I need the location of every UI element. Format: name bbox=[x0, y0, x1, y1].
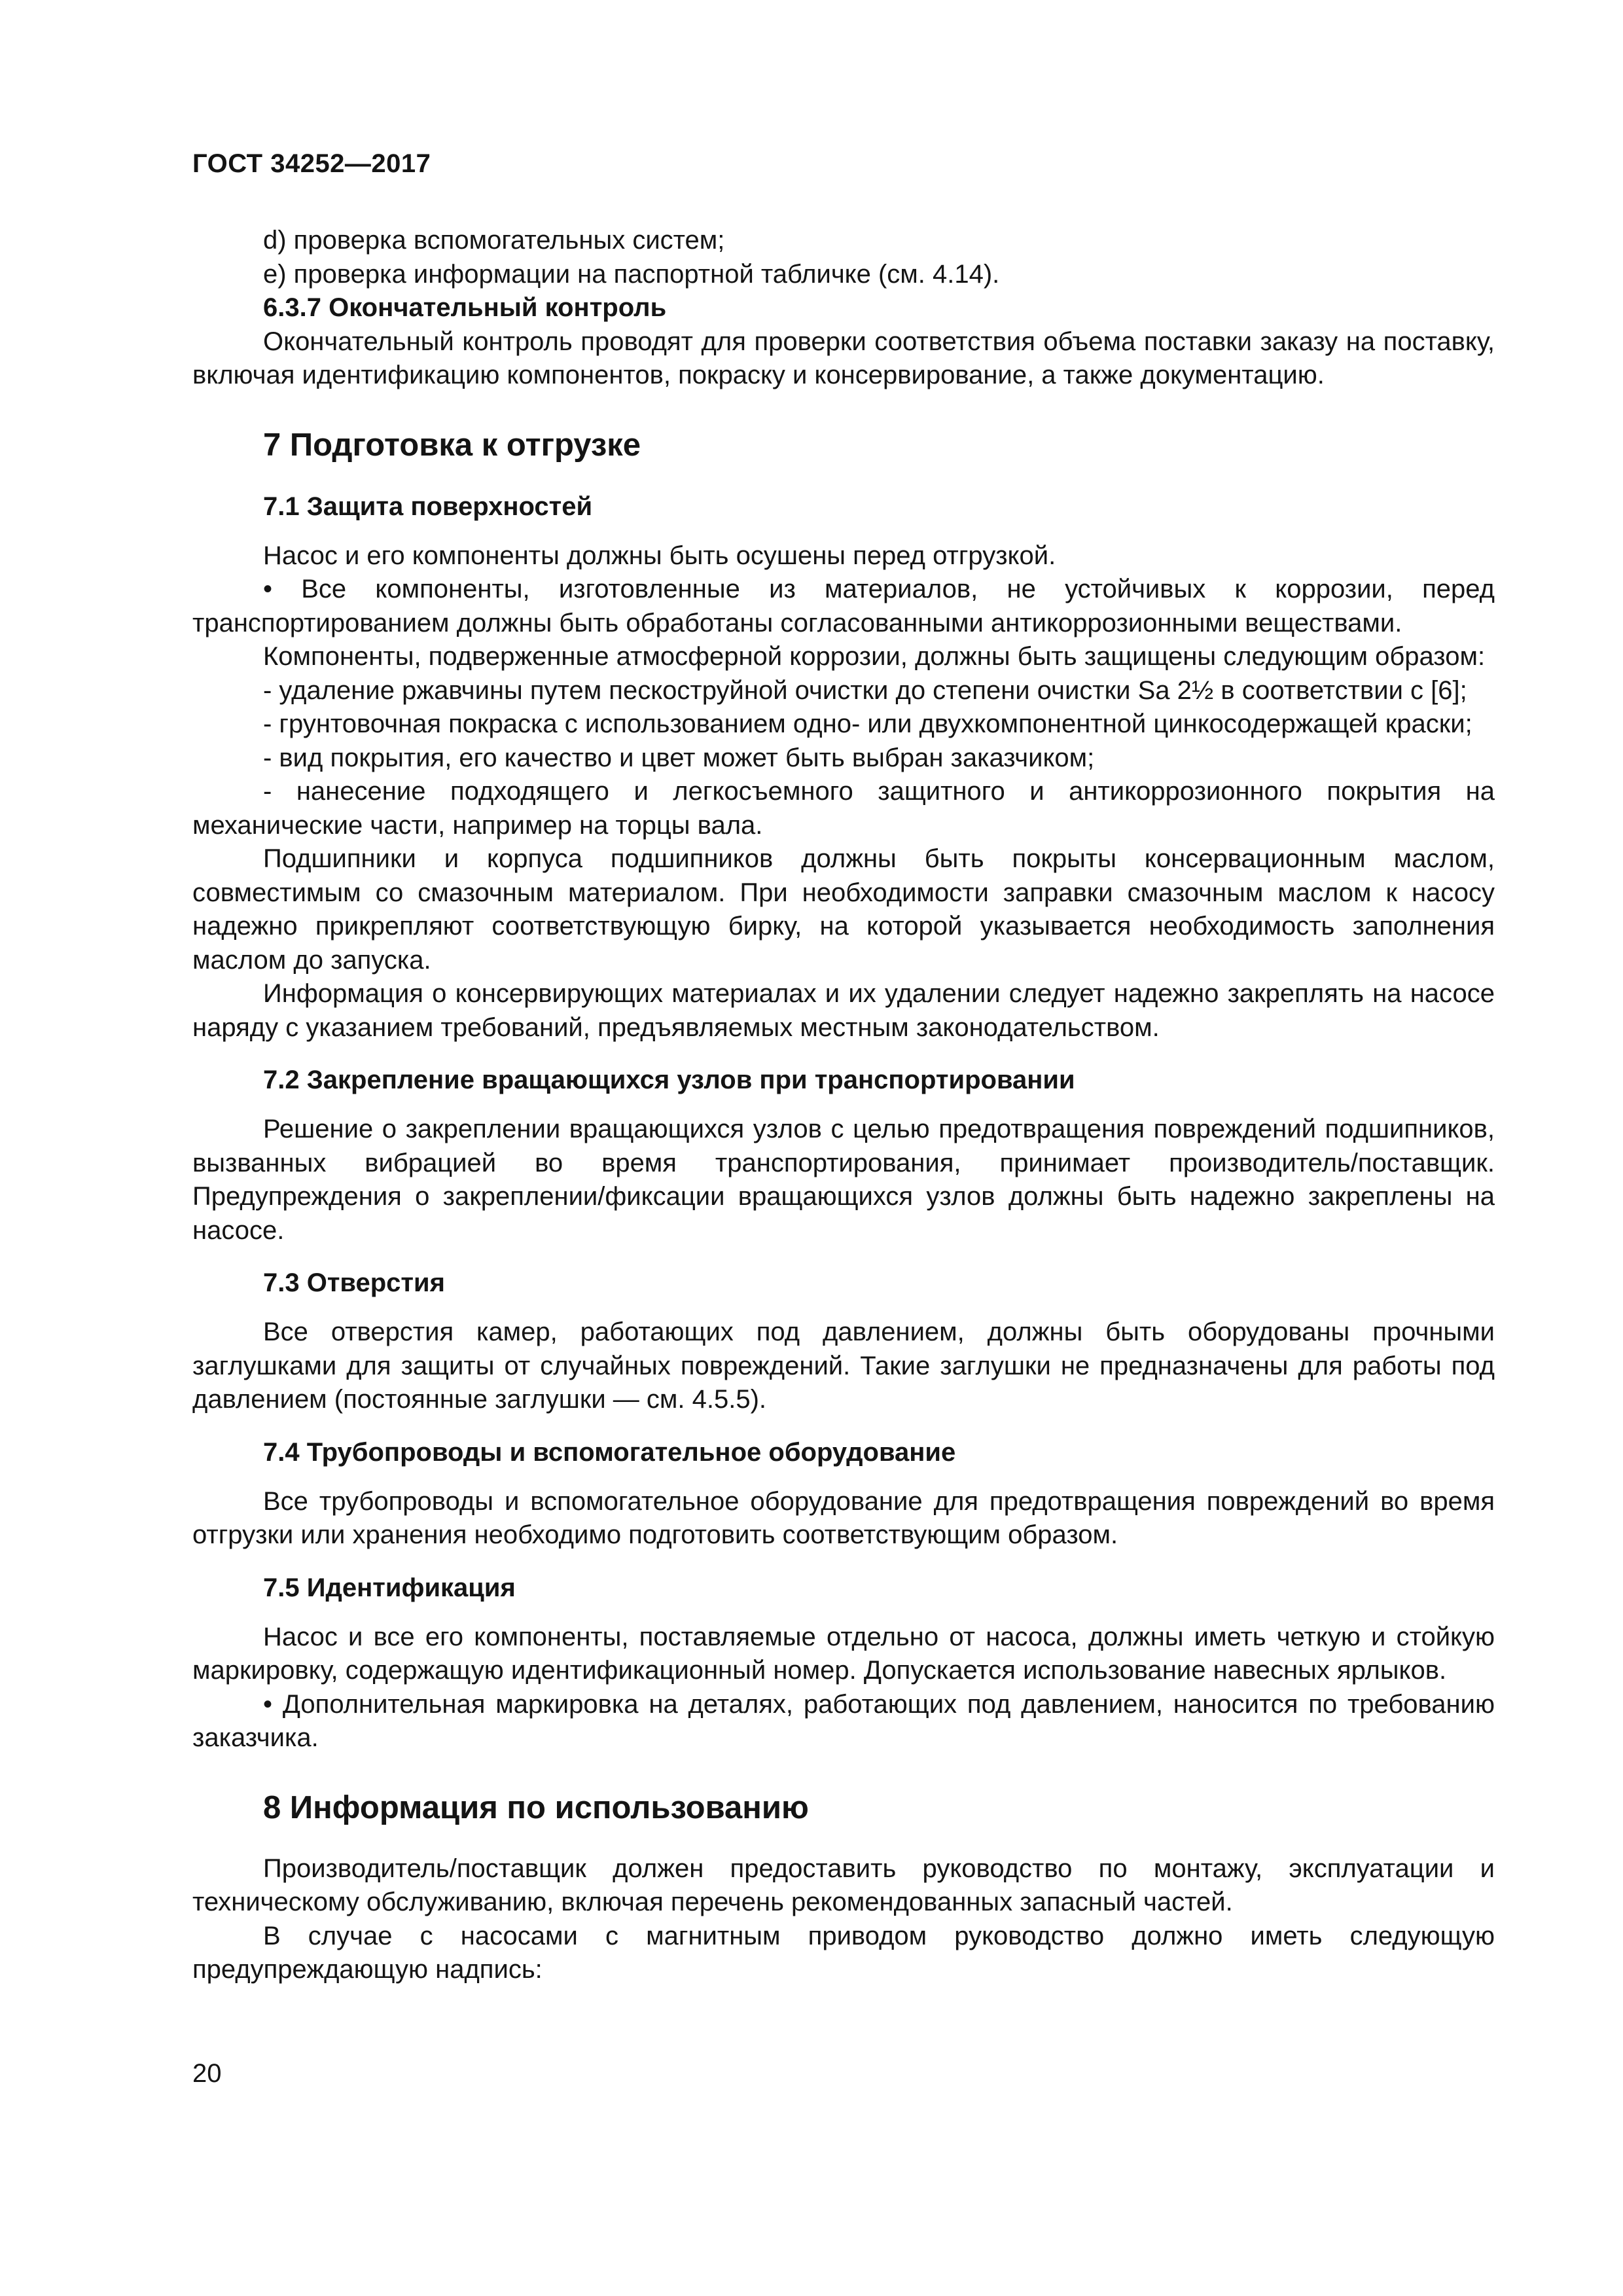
paragraph: Насос и его компоненты должны быть осушены перед отгрузкой. bbox=[263, 541, 1056, 570]
section-7-heading: 7 Подготовка к отгрузке bbox=[263, 427, 641, 463]
paragraph: Насос и все его компоненты, поставляемые отдельно от насоса, должны иметь четкую и стойкую маркировку, содержащую идентификационный номер. Допускается использование навесных ярлыков. bbox=[192, 1622, 1495, 1685]
subsection-7-4-heading: 7.4 Трубопроводы и вспомогательное оборудование bbox=[263, 1437, 956, 1467]
paragraph: Компоненты, подверженные атмосферной коррозии, должны быть защищены следующим образом: bbox=[263, 642, 1486, 671]
subsection-7-2-heading: 7.2 Закрепление вращающихся узлов при транспортировании bbox=[263, 1066, 1075, 1094]
paragraph: Подшипники и корпуса подшипников должны быть покрыты консервационным маслом, совместимым со смазочным материалом. При необходимости заправки смазочным маслом к насосу надежно прикрепляют соответствующую бирку, на которой указывается необходимость заполнения маслом до запуска. bbox=[192, 844, 1495, 975]
paragraph: Производитель/поставщик должен предоставить руководство по монтажу, эксплуатации и техническому обслуживанию, включая перечень рекомендованных запасный частей. bbox=[192, 1854, 1495, 1916]
page-number: 20 bbox=[192, 2059, 222, 2088]
subsection-7-3-body bbox=[192, 1316, 1495, 1417]
list-item-d: d) проверка вспомогательных систем; bbox=[263, 226, 725, 255]
subsection-7-1-heading: 7.1 Защита поверхностей bbox=[263, 492, 593, 521]
subsection-7-5-body bbox=[192, 1621, 1495, 1755]
subsection-7-5-heading: 7.5 Идентификация bbox=[263, 1573, 516, 1602]
section-8-heading: 8 Информация по использованию bbox=[263, 1789, 809, 1825]
document-code: ГОСТ 34252—2017 bbox=[192, 149, 431, 178]
subsection-7-1-body bbox=[192, 539, 1495, 1045]
paragraph: Все отверстия камер, работающих под давлением, должны быть оборудованы прочными заглушками для защиты от случайных повреждений. Такие заглушки не предназначены для работы под давлением (постоянные заглушки — см. 4.5.5). bbox=[192, 1318, 1495, 1414]
subsection-7-2-body bbox=[192, 1113, 1495, 1247]
dash-list-item: - нанесение подходящего и легкосъемного защитного и антикоррозионного покрытия на механические части, например на торцы вала. bbox=[192, 777, 1495, 840]
paragraph: Решение о закреплении вращающихся узлов с целью предотвращения повреждений подшипников, вызванных вибрацией во время транспортирования, принимает производитель/поставщик. Предупреждения о закреплении/фиксации вращающихся узлов должны быть надежно закреплены на насосе. bbox=[192, 1115, 1495, 1245]
bullet-paragraph: • Все компоненты, изготовленные из материалов, не устойчивых к коррозии, перед транспортированием должны быть обработаны согласованными антикоррозионными веществами. bbox=[192, 575, 1495, 637]
paragraph: В случае с насосами с магнитным приводом руководство должно иметь следующую предупреждающую надпись: bbox=[192, 1921, 1495, 1984]
subsection-6-3-7-paragraph: Окончательный контроль проводят для проверки соответствия объема поставки заказу на поставку, включая идентификацию компонентов, покраску и консервирование, а также документацию. bbox=[192, 327, 1495, 389]
bullet-paragraph: • Дополнительная маркировка на деталях, работающих под давлением, наносится по требованию заказчика. bbox=[192, 1689, 1495, 1752]
document-body bbox=[192, 224, 1495, 1987]
subsection-6-3-7-title: 6.3.7 Окончательный контроль bbox=[263, 293, 667, 322]
subsection-7-4-body bbox=[192, 1485, 1495, 1552]
dash-list-item: - удаление ржавчины путем пескоструйной очистки до степени очистки Sa 2½ в соответствии с [6]; bbox=[263, 675, 1467, 705]
subsection-7-3-heading: 7.3 Отверстия bbox=[263, 1268, 445, 1297]
section-8-body bbox=[192, 1852, 1495, 1987]
dash-list-item: - вид покрытия, его качество и цвет может быть выбран заказчиком; bbox=[263, 743, 1095, 772]
paragraph: Все трубопроводы и вспомогательное оборудование для предотвращения повреждений во время отгрузки или хранения необходимо подготовить соответствующим образом. bbox=[192, 1486, 1495, 1549]
paragraph: Информация о консервирующих материалах и их удалении следует надежно закреплять на насосе наряду с указанием требований, предъявляемых местным законодательством. bbox=[192, 979, 1495, 1042]
list-item-e: e) проверка информации на паспортной табличке (см. 4.14). bbox=[263, 259, 1000, 289]
dash-list-item: - грунтовочная покраска с использованием одно- или двухкомпонентной цинкосодержащей краски; bbox=[263, 709, 1472, 738]
